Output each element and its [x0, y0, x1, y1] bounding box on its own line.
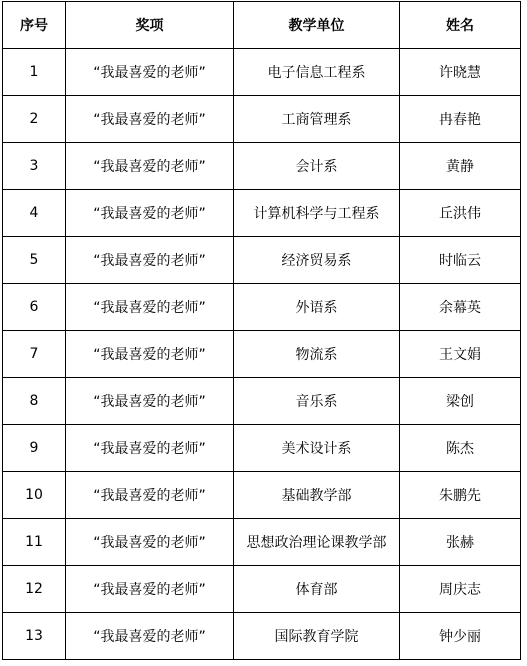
cell-seq: 5 — [3, 237, 66, 284]
cell-seq: 9 — [3, 425, 66, 472]
cell-name: 钟少丽 — [400, 613, 521, 660]
cell-unit: 工商管理系 — [234, 96, 400, 143]
cell-seq: 3 — [3, 143, 66, 190]
cell-seq: 2 — [3, 96, 66, 143]
cell-unit: 物流系 — [234, 331, 400, 378]
cell-name: 朱鹏先 — [400, 472, 521, 519]
cell-name: 丘洪伟 — [400, 190, 521, 237]
cell-unit: 体育部 — [234, 566, 400, 613]
table-row — [3, 472, 521, 519]
cell-unit: 思想政治理论课教学部 — [234, 519, 400, 566]
table-row — [3, 519, 521, 566]
cell-name: 张赫 — [400, 519, 521, 566]
cell-name: 冉春艳 — [400, 96, 521, 143]
cell-unit: 外语系 — [234, 284, 400, 331]
cell-unit: 国际教育学院 — [234, 613, 400, 660]
cell-name: 王文娟 — [400, 331, 521, 378]
cell-award: “我最喜爱的老师” — [66, 331, 234, 378]
award-table — [2, 1, 521, 660]
cell-seq: 6 — [3, 284, 66, 331]
table-row — [3, 613, 521, 660]
table-row — [3, 331, 521, 378]
table-body — [3, 49, 521, 660]
cell-name: 梁创 — [400, 378, 521, 425]
table-header — [3, 2, 521, 49]
cell-award: “我最喜爱的老师” — [66, 519, 234, 566]
cell-unit: 会计系 — [234, 143, 400, 190]
cell-award: “我最喜爱的老师” — [66, 190, 234, 237]
cell-name: 陈杰 — [400, 425, 521, 472]
cell-award: “我最喜爱的老师” — [66, 566, 234, 613]
header-award: 奖项 — [66, 2, 234, 49]
cell-seq: 8 — [3, 378, 66, 425]
table-row — [3, 284, 521, 331]
table-row — [3, 566, 521, 613]
table-row — [3, 96, 521, 143]
cell-award: “我最喜爱的老师” — [66, 284, 234, 331]
cell-seq: 11 — [3, 519, 66, 566]
cell-award: “我最喜爱的老师” — [66, 425, 234, 472]
table-row — [3, 143, 521, 190]
cell-seq: 10 — [3, 472, 66, 519]
cell-seq: 12 — [3, 566, 66, 613]
cell-name: 许晓慧 — [400, 49, 521, 96]
cell-seq: 4 — [3, 190, 66, 237]
cell-award: “我最喜爱的老师” — [66, 378, 234, 425]
cell-name: 周庆志 — [400, 566, 521, 613]
cell-award: “我最喜爱的老师” — [66, 613, 234, 660]
cell-seq: 1 — [3, 49, 66, 96]
table-row — [3, 49, 521, 96]
header-unit: 教学单位 — [234, 2, 400, 49]
cell-name: 余幕英 — [400, 284, 521, 331]
header-name: 姓名 — [400, 2, 521, 49]
cell-unit: 经济贸易系 — [234, 237, 400, 284]
cell-unit: 音乐系 — [234, 378, 400, 425]
header-row — [3, 2, 521, 49]
table-row — [3, 190, 521, 237]
cell-award: “我最喜爱的老师” — [66, 472, 234, 519]
cell-unit: 基础教学部 — [234, 472, 400, 519]
header-seq: 序号 — [3, 2, 66, 49]
cell-unit: 计算机科学与工程系 — [234, 190, 400, 237]
cell-award: “我最喜爱的老师” — [66, 96, 234, 143]
cell-seq: 13 — [3, 613, 66, 660]
cell-award: “我最喜爱的老师” — [66, 237, 234, 284]
table-row — [3, 237, 521, 284]
cell-unit: 美术设计系 — [234, 425, 400, 472]
table-row — [3, 425, 521, 472]
cell-name: 黄静 — [400, 143, 521, 190]
cell-name: 时临云 — [400, 237, 521, 284]
cell-seq: 7 — [3, 331, 66, 378]
cell-award: “我最喜爱的老师” — [66, 143, 234, 190]
cell-award: “我最喜爱的老师” — [66, 49, 234, 96]
cell-unit: 电子信息工程系 — [234, 49, 400, 96]
table-row — [3, 378, 521, 425]
